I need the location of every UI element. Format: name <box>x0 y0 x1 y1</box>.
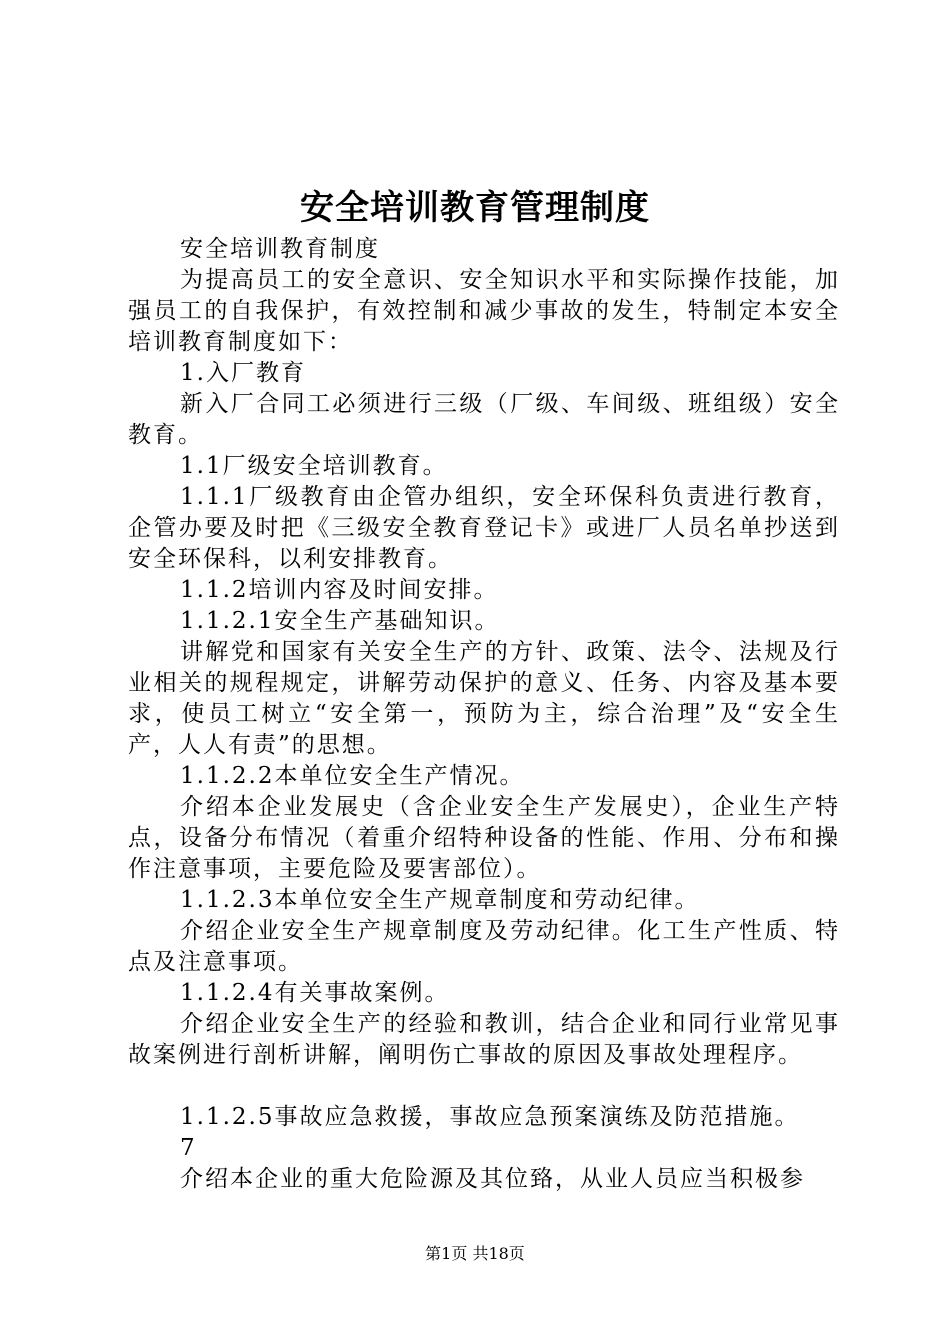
paragraph-intro: 为提高员工的安全意识、安全知识水平和实际操作技能，加强员工的自我保护，有效控制和减少事故的发生，特制定本安全培训教育制度如下： <box>128 267 840 355</box>
paragraph-hazard-sources: 介绍本企业的重大危险源及其位臵，从业人员应当积极参 <box>180 1166 805 1192</box>
paragraph-safety-basics: 讲解党和国家有关安全生产的方针、政策、法令、法规及行业相关的规程规定，讲解劳动保护的意义、任务、内容及基本要求，使员工树立“安全第一，预防为主，综合治理”及“安全生产，人人有责”的思想。 <box>128 639 840 758</box>
paragraph-accident-cases: 介绍企业安全生产的经验和教训，结合企业和同行业常见事故案例进行剖析讲解，阐明伤亡事故的原因及事故处理程序。 <box>128 1011 840 1068</box>
paragraph-1-1-1: 1.1.1厂级教育由企管办组织，安全环保科负责进行教育，企管办要及时把《三级安全教育登记卡》或进厂人员名单抄送到安全环保科，以利安排教育。 <box>128 484 840 572</box>
paragraph-regulations: 介绍企业安全生产规章制度及劳动纪律。化工生产性质、特点及注意事项。 <box>128 918 840 975</box>
paragraph-spacer <box>128 1071 840 1102</box>
paragraph-heading-1-1-2-4: 1.1.2.4有关事故案例。 <box>180 980 450 1006</box>
paragraph-heading-1-1-2-1: 1.1.2.1安全生产基础知识。 <box>180 608 500 634</box>
paragraph-heading-1-1: 1.1厂级安全培训教育。 <box>180 453 448 479</box>
paragraph-company-history: 介绍本企业发展史（含企业安全生产发展史），企业生产特点，设备分布情况（着重介绍特种设备的性能、作用、分布和操作注意事项，主要危险及要害部位）。 <box>128 794 840 882</box>
paragraph-heading-1-1-2-3: 1.1.2.3本单位安全生产规章制度和劳动纪律。 <box>180 887 700 913</box>
paragraph-heading-1-1-2: 1.1.2培训内容及时间安排。 <box>180 577 499 603</box>
paragraph-heading-1-1-2-2: 1.1.2.2本单位安全生产情况。 <box>180 763 525 789</box>
document-body <box>128 234 840 1195</box>
document-title: 安全培训教育管理制度 <box>300 188 650 228</box>
paragraph-heading-1: 1.入厂教育 <box>180 360 306 386</box>
paragraph-heading-1-1-2-5: 1.1.2.5事故应急救援，事故应急预案演练及防范措施。 <box>180 1104 800 1130</box>
paragraph-stray-number: 7 <box>180 1135 197 1161</box>
paragraph-subtitle: 安全培训教育制度 <box>180 236 380 262</box>
paragraph-three-level: 新入厂合同工必须进行三级（厂级、车间级、班组级）安全教育。 <box>128 391 840 448</box>
page-footer: 第1页 共18页 <box>425 1244 525 1263</box>
